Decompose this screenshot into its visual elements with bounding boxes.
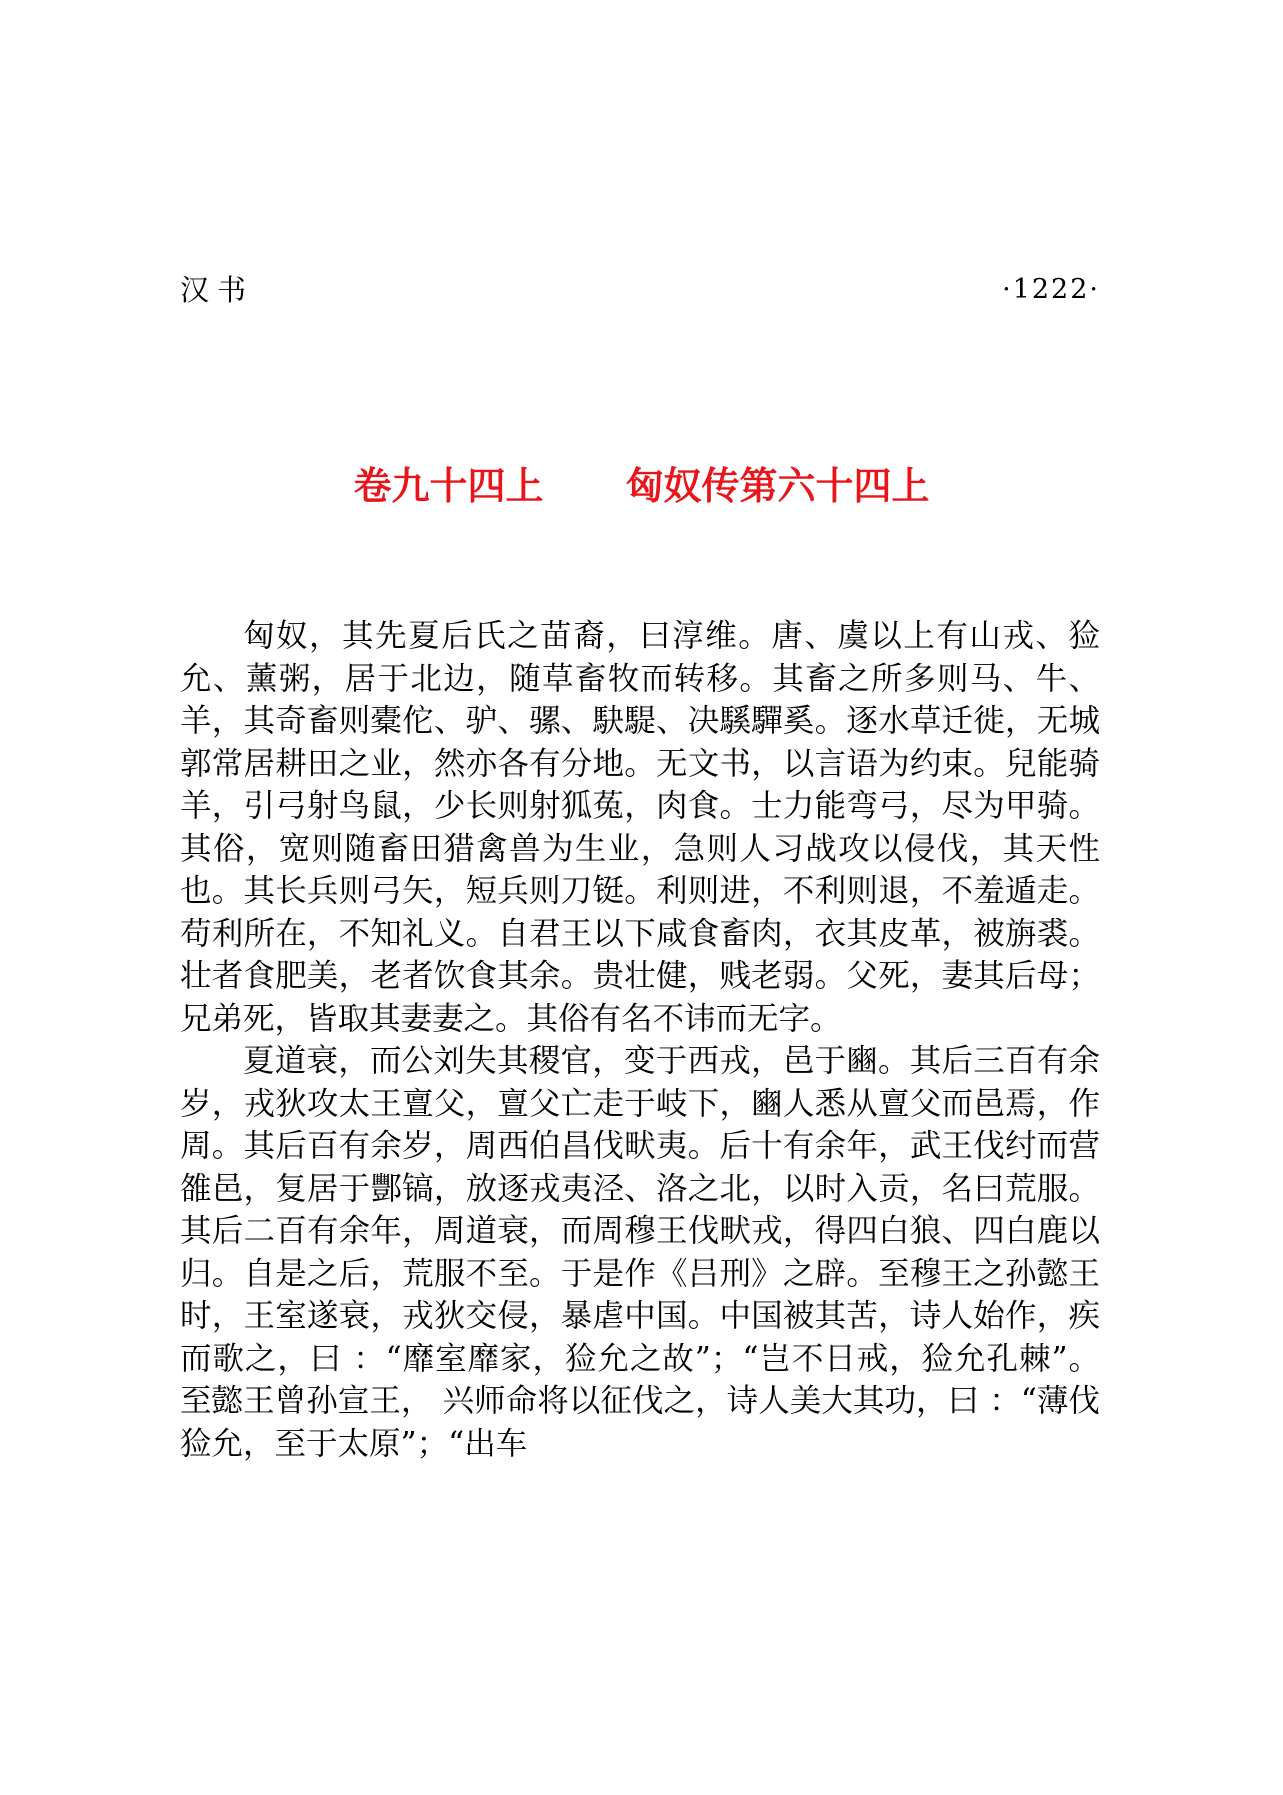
chapter-title xyxy=(0,462,1283,510)
page-number: ·1222· xyxy=(1002,274,1100,305)
running-head xyxy=(180,270,1100,310)
paragraph: 匈奴，其先夏后氏之苗裔，曰淳维。唐、虞以上有山戎、猃允、薰粥，居于北边，随草畜牧而转移。其畜之所多则马、牛、羊，其奇畜则橐佗、驴、骡、駃騠、决騱驒奚。逐水草迁徙，无城郭常居耕田之业，然亦各有分地。无文书，以言语为约束。兒能骑羊，引弓射鸟鼠，少长则射狐菟，肉食。士力能弯弓，尽为甲骑。其俗，宽则随畜田猎禽兽为生业，急则人习战攻以侵伐，其天性也。其长兵则弓矢，短兵则刀铤。利则进，不利则退，不羞遁走。苟利所在，不知礼义。自君王以下咸食畜肉，衣其皮革，被旃裘。壮者食肥美，老者饮食其余。贵壮健，贱老弱。父死，妻其后母；兄弟死，皆取其妻妻之。其俗有名不讳而无字。 xyxy=(180,618,1100,1037)
paragraph: 夏道衰，而公刘失其稷官，变于西戎，邑于豳。其后三百有余岁，戎狄攻太王亶父，亶父亡走于岐下，豳人悉从亶父而邑焉，作周。其后百有余岁，周西伯昌伐畎夷。后十有余年，武王伐纣而营雒邑，复居于酆镐，放逐戎夷泾、洛之北，以时入贡，名曰荒服。其后二百有余年，周道衰，而周穆王伐畎戎，得四白狼、四白鹿以归。自是之后，荒服不至。于是作《吕刑》之辟。至穆王之孙懿王时，王室遂衰，戎狄交侵，暴虐中国。中国被其苦，诗人始作，疾而歌之，曰 ：“靡室靡家，猃允之故”；“岂不日戒，猃允孔棘”。至懿王曾孙宣王， 兴师命将以征伐之，诗人美大其功，曰 ：“薄伐猃允，至于太原”；“出车 xyxy=(180,1043,1100,1462)
chapter-name: 匈奴传第六十四上 xyxy=(625,464,930,508)
chapter-volume: 卷九十四上 xyxy=(353,464,544,508)
book-name: 汉书 xyxy=(180,273,255,307)
body-text xyxy=(180,615,1100,1465)
